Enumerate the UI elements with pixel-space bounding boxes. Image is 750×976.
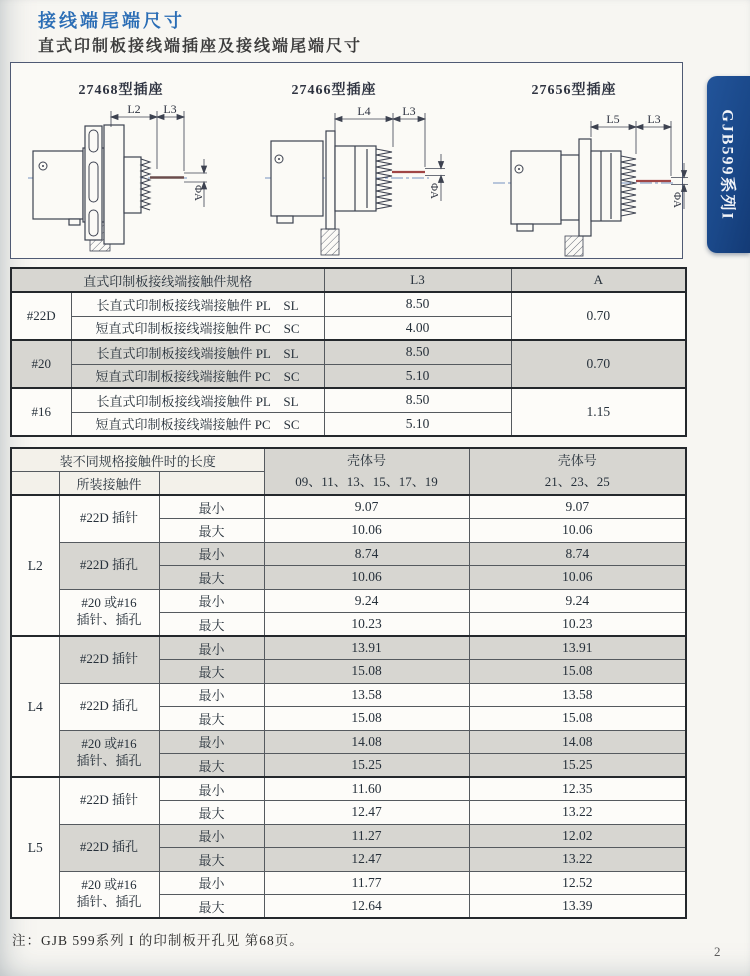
dia-label: ΦA [671, 192, 683, 208]
value-cell: 15.08 [264, 660, 469, 684]
shell-sizes: 21、23、25 [544, 473, 610, 489]
shell-sizes: 09、11、13、15、17、19 [295, 473, 438, 489]
diagram-panel [10, 62, 683, 259]
desc-cell: 短直式印制板接线端接触件 PC SC [71, 316, 324, 340]
minmax-label: 最小 [159, 683, 264, 707]
minmax-label: 最大 [159, 754, 264, 778]
contact-spec-table [10, 267, 687, 437]
connector-body [511, 139, 621, 236]
desc-cell: 长直式印制板接线端接触件 PL SL [71, 388, 324, 412]
value-cell: 14.08 [469, 730, 686, 754]
value-cell: 8.74 [264, 542, 469, 566]
value-cell: 0.70 [511, 292, 686, 340]
value-cell: 11.60 [264, 777, 469, 801]
value-cell: 13.91 [264, 636, 469, 660]
value-cell: 10.06 [264, 519, 469, 543]
value-cell: 9.07 [469, 495, 686, 519]
contact-type-cell: #20 或#16 插针、插孔 [59, 589, 159, 636]
header-cell [11, 472, 59, 496]
value-cell: 10.23 [264, 613, 469, 637]
minmax-label: 最大 [159, 801, 264, 825]
value-cell: 10.06 [469, 519, 686, 543]
thread-zigzag [141, 159, 150, 210]
minmax-label: 最小 [159, 777, 264, 801]
minmax-label: 最大 [159, 660, 264, 684]
minmax-label: 最小 [159, 636, 264, 660]
diagram-label: 27656型插座 [531, 83, 617, 98]
minmax-label: 最大 [159, 613, 264, 637]
value-cell: 13.39 [469, 895, 686, 919]
value-cell: 1.15 [511, 388, 686, 436]
desc-cell: 长直式印制板接线端接触件 PL SL [71, 292, 324, 316]
panel-hatch [321, 229, 339, 255]
diagram-27466 [263, 69, 488, 259]
minmax-label: 最小 [159, 824, 264, 848]
length-label: L2 [11, 495, 59, 636]
contact-type-cell: #20 或#16 插针、插孔 [59, 871, 159, 918]
value-cell: 0.70 [511, 340, 686, 388]
minmax-label: 最小 [159, 495, 264, 519]
page-title: 接线端尾端尺寸 [38, 11, 185, 31]
diagram-27656 [491, 69, 716, 259]
size-cell: #16 [11, 388, 71, 436]
contact-type-cell: #22D 插针 [59, 777, 159, 824]
value-cell: 8.50 [324, 388, 511, 412]
thread-zigzag [376, 149, 392, 209]
value-cell: 5.10 [324, 412, 511, 436]
value-cell: 12.47 [264, 801, 469, 825]
connector-drawing [263, 69, 488, 259]
minmax-label: 最大 [159, 707, 264, 731]
value-cell: 13.58 [264, 683, 469, 707]
shell-title: 壳体号 [557, 452, 597, 468]
desc-cell: 短直式印制板接线端接触件 PC SC [71, 412, 324, 436]
header-cell: 直式印制板接线端接触件规格 [11, 268, 324, 292]
value-cell: 12.64 [264, 895, 469, 919]
value-cell: 9.24 [469, 589, 686, 613]
desc-cell: 短直式印制板接线端接触件 PC SC [71, 364, 324, 388]
contact-type-cell: #22D 插孔 [59, 824, 159, 871]
value-cell: 12.52 [469, 871, 686, 895]
value-cell: 8.50 [324, 340, 511, 364]
value-cell: 10.06 [264, 566, 469, 590]
value-cell: 13.22 [469, 848, 686, 872]
panel-hatch [565, 236, 583, 256]
value-cell: 15.08 [469, 660, 686, 684]
header-cell [264, 448, 469, 495]
value-cell: 8.74 [469, 542, 686, 566]
header-cell [469, 448, 686, 495]
value-cell: 13.58 [469, 683, 686, 707]
dim-label-l4: L4 [357, 104, 371, 118]
value-cell: 4.00 [324, 316, 511, 340]
connector-drawing [491, 69, 716, 259]
contact-type-cell: #22D 插针 [59, 636, 159, 683]
value-cell: 8.50 [324, 292, 511, 316]
series-tab-label: GJB599系列I [718, 108, 735, 221]
page-subtitle: 直式印制板接线端插座及接线端尾端尺寸 [38, 38, 363, 55]
dia-label: ΦA [192, 185, 204, 201]
connector-body [33, 125, 141, 244]
diagram-27468 [26, 69, 251, 259]
value-cell: 14.08 [264, 730, 469, 754]
header-cell: 所装接触件 [59, 472, 159, 496]
value-cell: 9.07 [264, 495, 469, 519]
diagram-label: 27468型插座 [78, 83, 164, 98]
minmax-label: 最小 [159, 730, 264, 754]
header-cell [159, 472, 264, 496]
minmax-label: 最大 [159, 848, 264, 872]
value-cell: 10.23 [469, 613, 686, 637]
length-label: L5 [11, 777, 59, 918]
series-side-tab [707, 76, 750, 253]
header-cell: 装不同规格接触件时的长度 [11, 448, 264, 472]
minmax-label: 最小 [159, 871, 264, 895]
dim-label-l3: L3 [647, 112, 661, 126]
dim-label-l5: L5 [606, 112, 620, 126]
value-cell: 11.77 [264, 871, 469, 895]
value-cell: 9.24 [264, 589, 469, 613]
connector-drawing [26, 69, 251, 259]
value-cell: 15.08 [264, 707, 469, 731]
contact-type-cell: #22D 插孔 [59, 542, 159, 589]
value-cell: 12.35 [469, 777, 686, 801]
minmax-label: 最大 [159, 519, 264, 543]
footnote: 注：GJB 599系列 I 的印制板开孔见 第68页。 [12, 933, 304, 948]
value-cell: 12.02 [469, 824, 686, 848]
value-cell: 13.22 [469, 801, 686, 825]
minmax-label: 最小 [159, 589, 264, 613]
dia-label: ΦA [428, 183, 440, 199]
value-cell: 12.47 [264, 848, 469, 872]
value-cell: 15.25 [469, 754, 686, 778]
dim-label-l3: L3 [163, 102, 177, 116]
contact-type-cell: #22D 插针 [59, 495, 159, 542]
dim-label-l3: L3 [402, 104, 416, 118]
value-cell: 13.91 [469, 636, 686, 660]
contact-type-cell: #22D 插孔 [59, 683, 159, 730]
length-label: L4 [11, 636, 59, 777]
contact-type-cell: #20 或#16 插针、插孔 [59, 730, 159, 777]
value-cell: 15.08 [469, 707, 686, 731]
thread-zigzag [621, 156, 636, 216]
size-cell: #20 [11, 340, 71, 388]
size-cell: #22D [11, 292, 71, 340]
value-cell: 11.27 [264, 824, 469, 848]
minmax-label: 最小 [159, 542, 264, 566]
header-cell: L3 [324, 268, 511, 292]
diagram-label: 27466型插座 [291, 83, 377, 98]
shell-title: 壳体号 [347, 452, 387, 468]
minmax-label: 最大 [159, 895, 264, 919]
page-number: 2 [714, 944, 721, 959]
length-table [10, 447, 687, 919]
value-cell: 5.10 [324, 364, 511, 388]
value-cell: 10.06 [469, 566, 686, 590]
header-cell: A [511, 268, 686, 292]
desc-cell: 长直式印制板接线端接触件 PL SL [71, 340, 324, 364]
connector-body [271, 131, 376, 229]
dim-label-l2: L2 [127, 102, 141, 116]
value-cell: 15.25 [264, 754, 469, 778]
minmax-label: 最大 [159, 566, 264, 590]
